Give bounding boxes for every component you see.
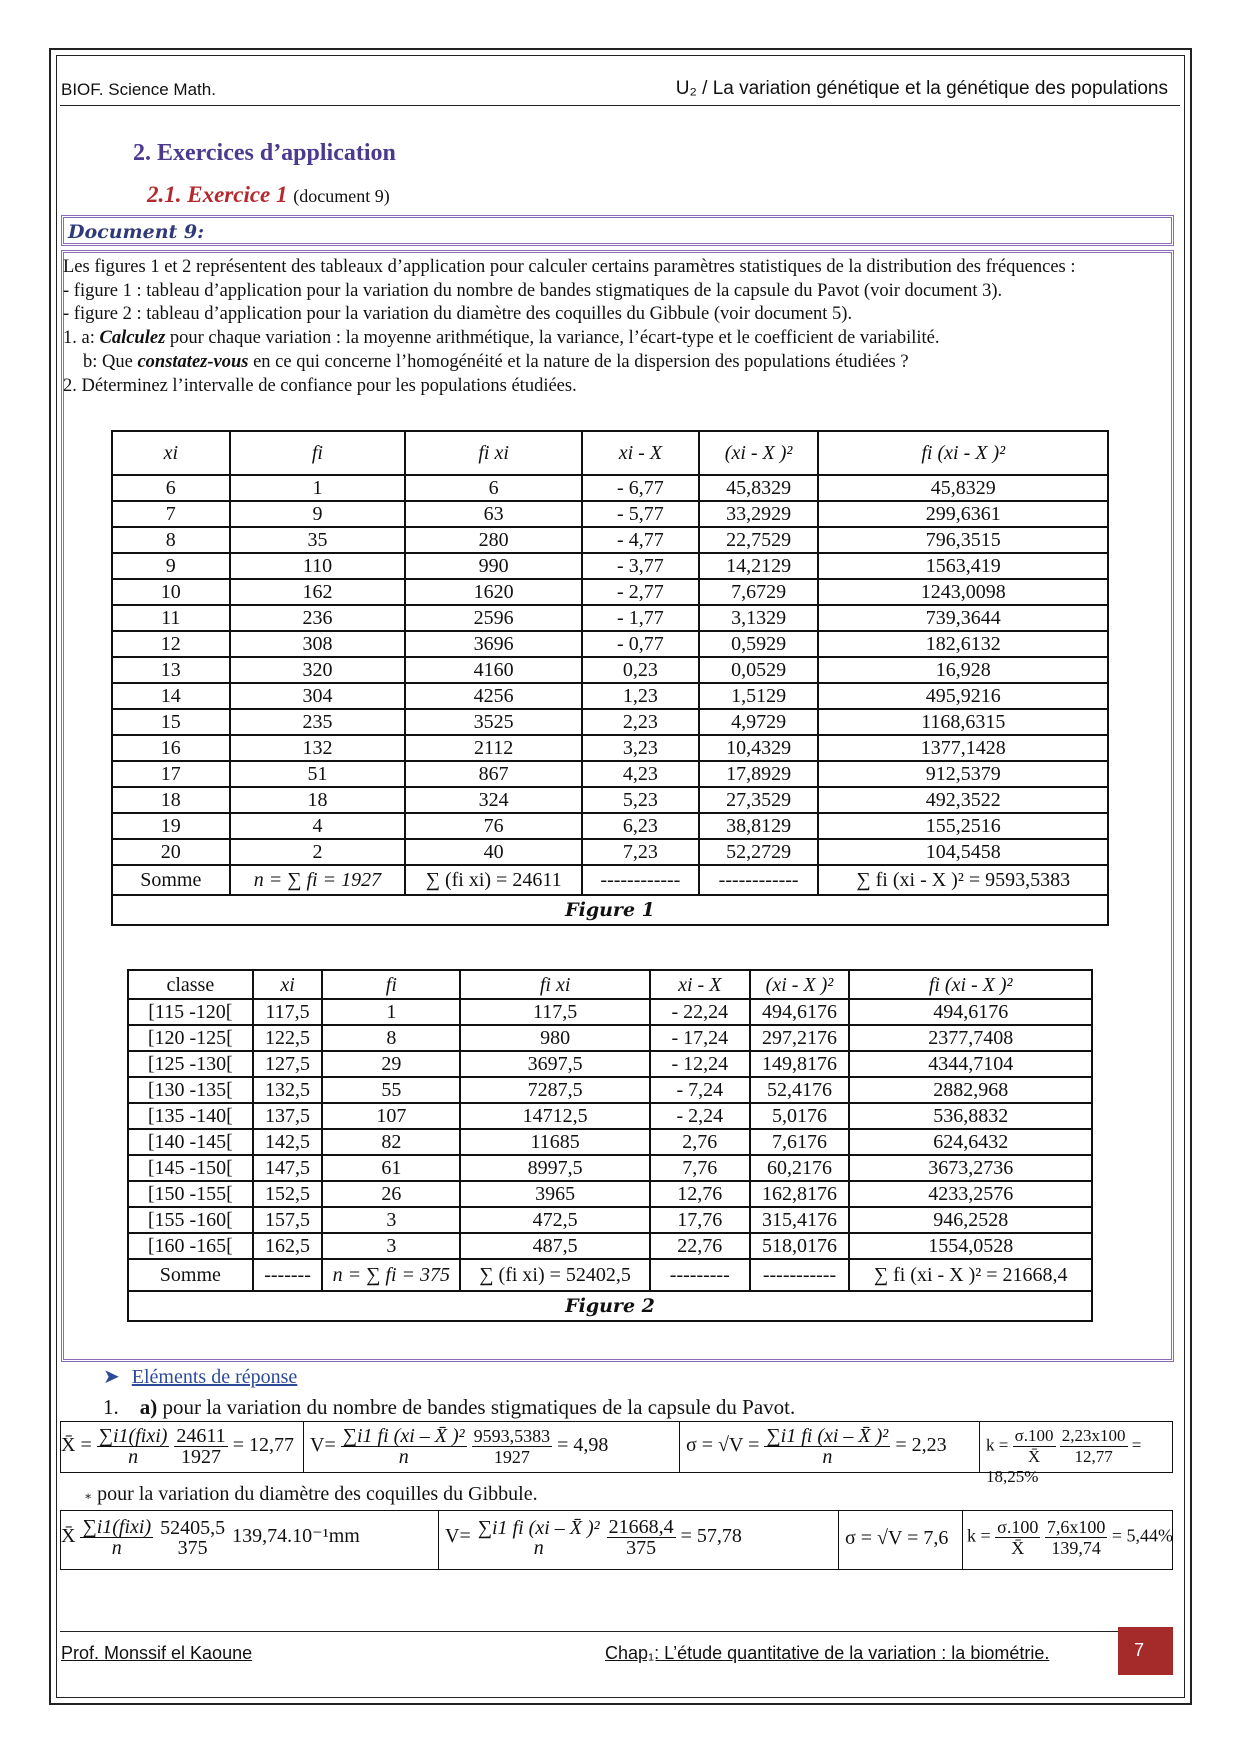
- answer-line-1: 1. a) pour la variation du nombre de bandes stigmatiques de la capsule du Pavot.: [103, 1395, 796, 1419]
- figure1-cell: 19: [112, 813, 230, 839]
- figure1-cell: 4: [230, 813, 406, 839]
- gibbule-std-dev: σ = √V = 7,6: [839, 1511, 963, 1569]
- answers-title: ➤ Eléments de réponse: [103, 1366, 298, 1388]
- figure1-cell: 14,2129: [699, 553, 819, 579]
- section-title: 2. Exercices d’application: [133, 140, 396, 166]
- figure2-cell: 152,5: [253, 1181, 323, 1207]
- figure2-cell: 487,5: [460, 1233, 650, 1259]
- fig2-sum-cell: Somme: [128, 1259, 253, 1291]
- figure2-cell: 162,5: [253, 1233, 323, 1259]
- figure2-cell: - 7,24: [650, 1077, 750, 1103]
- figure1-cell: 2,23: [582, 709, 699, 735]
- figure2-cell: 26: [322, 1181, 460, 1207]
- fig1-sum-cell: ∑ (fi xi) = 24611: [405, 865, 582, 895]
- figure1-row: [112, 527, 1108, 553]
- figure1-cell: 492,3522: [818, 787, 1108, 813]
- figure1-cell: 13: [112, 657, 230, 683]
- header-right: U₂ / La variation génétique et la génétique des populations: [675, 78, 1168, 99]
- figure2-cell: 3: [322, 1207, 460, 1233]
- figure2-row: [128, 1077, 1092, 1103]
- figure2-row: [128, 999, 1092, 1025]
- figure2-cell: - 22,24: [650, 999, 750, 1025]
- gibbule-coefficient: k = $\frac{\sigma.100}{X̄}$ $\frac{7,6x100}{139,74}$ = 5,44%: [967, 1517, 1174, 1558]
- figure1-cell: - 1,77: [582, 605, 699, 631]
- document-text: [63, 256, 1163, 398]
- figure2-cell: 3: [322, 1233, 460, 1259]
- figure1-cell: 110: [230, 553, 406, 579]
- figure1-cell: 739,3644: [818, 605, 1108, 631]
- figure2-cell: [115 -120[: [128, 999, 253, 1025]
- figure1-cell: 20: [112, 839, 230, 865]
- figure2-cell: [140 -145[: [128, 1129, 253, 1155]
- figure1-cell: 7,6729: [699, 579, 819, 605]
- fig1-header: xi - X: [582, 431, 699, 475]
- figure1-cell: 45,8329: [818, 475, 1108, 501]
- figure1-cell: 304: [230, 683, 406, 709]
- figure1-cell: 16: [112, 735, 230, 761]
- fig2-sum-cell: -----------: [750, 1259, 850, 1291]
- figure1-row: [112, 761, 1108, 787]
- figure2-cell: 518,0176: [750, 1233, 850, 1259]
- figure1-cell: 14: [112, 683, 230, 709]
- fig1-sum-cell: ------------: [582, 865, 699, 895]
- figure2-row: [128, 1207, 1092, 1233]
- fig2-sum-cell: n = ∑ fi = 375: [322, 1259, 460, 1291]
- figure2-caption: Figure 2: [128, 1291, 1092, 1321]
- figure1-cell: 3,23: [582, 735, 699, 761]
- figure2-cell: 624,6432: [849, 1129, 1092, 1155]
- figure2-row: [128, 1129, 1092, 1155]
- figure2-row: [128, 1233, 1092, 1259]
- figure2-cell: [130 -135[: [128, 1077, 253, 1103]
- figure1-cell: - 0,77: [582, 631, 699, 657]
- figure1-cell: 308: [230, 631, 406, 657]
- fig1-sum-cell: ------------: [699, 865, 819, 895]
- figure1-cell: 104,5458: [818, 839, 1108, 865]
- figure1-cell: 2112: [405, 735, 582, 761]
- figure1-caption-row: [112, 895, 1108, 925]
- question-1b: b: Que constatez-vous en ce qui concerne l’homogénéité et la nature de la dispersion des populations étudiées ?: [83, 351, 909, 372]
- figure1-sum-row: [112, 865, 1108, 895]
- exercise-subtitle: 2.1. Exercice 1: [147, 182, 288, 207]
- fig1-header: fi: [230, 431, 406, 475]
- pavot-std-dev: σ = √V = $\frac{\text{∑i1 fi (xi – X̄ )²}}{n}$ = 2,23: [680, 1422, 980, 1472]
- figure2-cell: - 17,24: [650, 1025, 750, 1051]
- figure2-sum-row: [128, 1259, 1092, 1291]
- figure1-cell: 17,8929: [699, 761, 819, 787]
- figure2-cell: 2377,7408: [849, 1025, 1092, 1051]
- figure1-cell: 2: [230, 839, 406, 865]
- figure2-cell: [150 -155[: [128, 1181, 253, 1207]
- figure1-cell: 22,7529: [699, 527, 819, 553]
- figure1-cell: 3696: [405, 631, 582, 657]
- figure1-row: [112, 683, 1108, 709]
- fig2-header: classe: [128, 970, 253, 999]
- figure2-row: [128, 1103, 1092, 1129]
- figure2-cell: 61: [322, 1155, 460, 1181]
- figure1-cell: 235: [230, 709, 406, 735]
- header-rule: [60, 105, 1180, 106]
- figure2-cell: 946,2528: [849, 1207, 1092, 1233]
- figure1-cell: 9: [230, 501, 406, 527]
- figure1-cell: 912,5379: [818, 761, 1108, 787]
- figure1-cell: 9: [112, 553, 230, 579]
- figure1-cell: 4,23: [582, 761, 699, 787]
- figure2-cell: [125 -130[: [128, 1051, 253, 1077]
- figure1-cell: - 3,77: [582, 553, 699, 579]
- figure1-cell: 35: [230, 527, 406, 553]
- figure1-row: [112, 631, 1108, 657]
- figure2-cell: 12,76: [650, 1181, 750, 1207]
- fig1-sum-cell: Somme: [112, 865, 230, 895]
- figure1-row: [112, 735, 1108, 761]
- figure2-cell: 472,5: [460, 1207, 650, 1233]
- footer-chapter: Chap₁: L’étude quantitative de la variation : la biométrie.: [605, 1643, 1050, 1663]
- fig1-header: fi (xi - X )²: [818, 431, 1108, 475]
- answer-line-2: ∗ pour la variation du diamètre des coquilles du Gibbule.: [84, 1483, 538, 1505]
- figure1-cell: 6,23: [582, 813, 699, 839]
- figure2-row: [128, 1181, 1092, 1207]
- figure2-cell: 149,8176: [750, 1051, 850, 1077]
- gibbule-mean: X̄ $\frac{\text{∑i1(fixi)}}{n}$ 52405,5 375 139,74.10⁻¹mm: [61, 1511, 439, 1569]
- figure1-cell: 162: [230, 579, 406, 605]
- fig1-sum-cell: n = ∑ fi = 1927: [230, 865, 406, 895]
- figure1-cell: 10: [112, 579, 230, 605]
- figure2-row: [128, 1051, 1092, 1077]
- figure2-cell: 147,5: [253, 1155, 323, 1181]
- figure1-cell: 38,8129: [699, 813, 819, 839]
- figure2-cell: 132,5: [253, 1077, 323, 1103]
- fig2-header: xi - X: [650, 970, 750, 999]
- figure2-cell: [160 -165[: [128, 1233, 253, 1259]
- figure2-cell: 7287,5: [460, 1077, 650, 1103]
- figure1-cell: 6: [112, 475, 230, 501]
- fig1-header: fi xi: [405, 431, 582, 475]
- pavot-formulas: [60, 1421, 1173, 1486]
- fig1-header: (xi - X )²: [699, 431, 819, 475]
- figure2-cell: 117,5: [253, 999, 323, 1025]
- figure1-cell: 5,23: [582, 787, 699, 813]
- figure2-cell: 14712,5: [460, 1103, 650, 1129]
- figure1-cell: 12: [112, 631, 230, 657]
- figure1-cell: 17: [112, 761, 230, 787]
- figure1-cell: 11: [112, 605, 230, 631]
- fig2-sum-cell: -------: [253, 1259, 323, 1291]
- fig2-header: fi xi: [460, 970, 650, 999]
- figure2-cell: 22,76: [650, 1233, 750, 1259]
- figure2-cell: 17,76: [650, 1207, 750, 1233]
- figure1-cell: 1: [230, 475, 406, 501]
- figure1-cell: 51: [230, 761, 406, 787]
- figure2-cell: 4344,7104: [849, 1051, 1092, 1077]
- figure2-cell: 7,6176: [750, 1129, 850, 1155]
- figure1-cell: 27,3529: [699, 787, 819, 813]
- figure2-cell: 494,6176: [750, 999, 850, 1025]
- figure1-row: [112, 501, 1108, 527]
- figure2-cell: 60,2176: [750, 1155, 850, 1181]
- figure1-cell: 990: [405, 553, 582, 579]
- figure1-cell: 4160: [405, 657, 582, 683]
- figure1-cell: 18: [230, 787, 406, 813]
- figure1-cell: 1563,419: [818, 553, 1108, 579]
- figure1-cell: 132: [230, 735, 406, 761]
- question-1a: 1. a: Calculez pour chaque variation : la moyenne arithmétique, la variance, l’écart-type et le coefficient de variabilité.: [63, 328, 940, 349]
- figure1-cell: 7: [112, 501, 230, 527]
- figure2-cell: 8: [322, 1025, 460, 1051]
- figure2-cell: 107: [322, 1103, 460, 1129]
- figure2-cell: 82: [322, 1129, 460, 1155]
- figure1-cell: 3525: [405, 709, 582, 735]
- fig2-sum-cell: ∑ fi (xi - X )² = 21668,4: [849, 1259, 1092, 1291]
- figure1-cell: 7,23: [582, 839, 699, 865]
- figure2-cell: 536,8832: [849, 1103, 1092, 1129]
- figure2-cell: 8997,5: [460, 1155, 650, 1181]
- figure2-cell: [120 -125[: [128, 1025, 253, 1051]
- figure2-cell: 4233,2576: [849, 1181, 1092, 1207]
- figure2-cell: 157,5: [253, 1207, 323, 1233]
- fig2-header: xi: [253, 970, 323, 999]
- figure1-cell: 320: [230, 657, 406, 683]
- figure1-cell: 2596: [405, 605, 582, 631]
- figure1-cell: 6: [405, 475, 582, 501]
- figure2-cell: 3673,2736: [849, 1155, 1092, 1181]
- figure1-cell: 3,1329: [699, 605, 819, 631]
- figure1-cell: 4256: [405, 683, 582, 709]
- figure1-cell: 16,928: [818, 657, 1108, 683]
- figure2-cell: 1554,0528: [849, 1233, 1092, 1259]
- figure1-cell: 299,6361: [818, 501, 1108, 527]
- figure2-cell: 494,6176: [849, 999, 1092, 1025]
- figure2-cell: 1: [322, 999, 460, 1025]
- figure2-cell: 55: [322, 1077, 460, 1103]
- fig2-header: fi (xi - X )²: [849, 970, 1092, 999]
- figure1-cell: 0,0529: [699, 657, 819, 683]
- figure2-cell: 3697,5: [460, 1051, 650, 1077]
- figure1-cell: 1,5129: [699, 683, 819, 709]
- fig2-description: - figure 2 : tableau d’application pour la variation du diamètre des coquilles du Gibbule (voir document 5).: [63, 304, 853, 325]
- figure1-cell: 40: [405, 839, 582, 865]
- figure2-cell: 315,4176: [750, 1207, 850, 1233]
- pavot-mean: X̄ = $\frac{\text{∑i1(fixi)}}{n}$ $\frac{24611}{1927}$ = 12,77: [61, 1422, 304, 1472]
- figure2-cell: 7,76: [650, 1155, 750, 1181]
- figure2-header-row: [128, 970, 1092, 999]
- figure2-row: [128, 1155, 1092, 1181]
- figure1-cell: 1168,6315: [818, 709, 1108, 735]
- figure1-cell: 155,2516: [818, 813, 1108, 839]
- exercise-title: [147, 182, 390, 208]
- figure2-caption-row: [128, 1291, 1092, 1321]
- figure2-cell: - 2,24: [650, 1103, 750, 1129]
- figure1-cell: 236: [230, 605, 406, 631]
- fig2-sum-cell: ∑ (fi xi) = 52402,5: [460, 1259, 650, 1291]
- figure1-row: [112, 657, 1108, 683]
- document-label: Document 9:: [61, 215, 1174, 246]
- figure1-cell: 796,3515: [818, 527, 1108, 553]
- fig2-header: (xi - X )²: [750, 970, 850, 999]
- figure1-cell: 33,2929: [699, 501, 819, 527]
- figure2-table: [127, 969, 1093, 1322]
- figure2-cell: 2,76: [650, 1129, 750, 1155]
- fig2-sum-cell: ---------: [650, 1259, 750, 1291]
- figure1-row: [112, 605, 1108, 631]
- figure1-cell: 52,2729: [699, 839, 819, 865]
- exercise-ref: (document 9): [293, 186, 390, 206]
- figure1-cell: - 5,77: [582, 501, 699, 527]
- figure2-cell: 137,5: [253, 1103, 323, 1129]
- figure1-cell: 76: [405, 813, 582, 839]
- figure2-cell: [155 -160[: [128, 1207, 253, 1233]
- figure2-cell: 3965: [460, 1181, 650, 1207]
- figure1-row: [112, 579, 1108, 605]
- figure1-row: [112, 787, 1108, 813]
- figure1-cell: - 6,77: [582, 475, 699, 501]
- figure1-cell: 324: [405, 787, 582, 813]
- figure2-cell: 11685: [460, 1129, 650, 1155]
- figure1-cell: 10,4329: [699, 735, 819, 761]
- fig1-header: xi: [112, 431, 230, 475]
- figure2-cell: [135 -140[: [128, 1103, 253, 1129]
- figure1-cell: 1243,0098: [818, 579, 1108, 605]
- gibbule-formulas: [60, 1510, 1173, 1570]
- fig1-sum-cell: ∑ fi (xi - X )² = 9593,5383: [818, 865, 1108, 895]
- footer-rule: [60, 1631, 1172, 1632]
- figure2-cell: 127,5: [253, 1051, 323, 1077]
- figure2-cell: 2882,968: [849, 1077, 1092, 1103]
- figure1-cell: - 4,77: [582, 527, 699, 553]
- figure1-cell: 280: [405, 527, 582, 553]
- figure1-cell: 1620: [405, 579, 582, 605]
- header-left: BIOF. Science Math.: [61, 80, 216, 99]
- figure1-cell: 4,9729: [699, 709, 819, 735]
- figure1-row: [112, 709, 1108, 735]
- figure1-cell: - 2,77: [582, 579, 699, 605]
- page-number: 7: [1118, 1627, 1173, 1675]
- figure1-cell: 45,8329: [699, 475, 819, 501]
- figure1-row: [112, 839, 1108, 865]
- pavot-coefficient: k = $\frac{\sigma.100}{X̄}$ $\frac{2,23x100}{12,77}$ = 18,25%: [986, 1426, 1142, 1486]
- figure1-cell: 15: [112, 709, 230, 735]
- figure1-cell: 495,9216: [818, 683, 1108, 709]
- figure2-cell: 142,5: [253, 1129, 323, 1155]
- figure1-cell: 0,23: [582, 657, 699, 683]
- figure1-cell: 182,6132: [818, 631, 1108, 657]
- figure2-cell: 5,0176: [750, 1103, 850, 1129]
- figure1-row: [112, 553, 1108, 579]
- figure1-caption: Figure 1: [112, 895, 1108, 925]
- figure2-cell: 122,5: [253, 1025, 323, 1051]
- figure2-cell: [145 -150[: [128, 1155, 253, 1181]
- gibbule-variance: V= ∑i1 fi (xi – X̄ )² n $\frac{21668,4}{375}$ = 57,78: [439, 1511, 839, 1569]
- figure2-cell: 162,8176: [750, 1181, 850, 1207]
- question-2: 2. Déterminez l’intervalle de confiance pour les populations étudiées.: [63, 375, 577, 396]
- pavot-variance: V= $\frac{\text{∑i1 fi (xi – X̄ )²}}{n}$ $\frac{9593,5383}{1927}$ = 4,98: [304, 1422, 680, 1472]
- figure2-cell: - 12,24: [650, 1051, 750, 1077]
- figure1-table: [111, 430, 1109, 926]
- figure1-header-row: [112, 431, 1108, 475]
- figure2-cell: 297,2176: [750, 1025, 850, 1051]
- figure1-cell: 1377,1428: [818, 735, 1108, 761]
- figure1-row: [112, 475, 1108, 501]
- fig1-description: - figure 1 : tableau d’application pour la variation du nombre de bandes stigmatiques de la capsule du Pavot (voir document 3).: [63, 280, 1003, 301]
- figure2-cell: 29: [322, 1051, 460, 1077]
- figure2-row: [128, 1025, 1092, 1051]
- intro-paragraph: Les figures 1 et 2 représentent des tableaux d’application pour calculer certains paramètres statistiques de la distribution des fréquences :: [63, 257, 1076, 277]
- arrow-icon: ➤: [103, 1366, 120, 1388]
- figure1-cell: 1,23: [582, 683, 699, 709]
- fig2-header: fi: [322, 970, 460, 999]
- figure1-cell: 63: [405, 501, 582, 527]
- figure1-row: [112, 813, 1108, 839]
- figure2-cell: 117,5: [460, 999, 650, 1025]
- figure1-cell: 0,5929: [699, 631, 819, 657]
- figure2-cell: 52,4176: [750, 1077, 850, 1103]
- figure2-cell: 980: [460, 1025, 650, 1051]
- figure1-cell: 867: [405, 761, 582, 787]
- figure1-cell: 18: [112, 787, 230, 813]
- figure1-cell: 8: [112, 527, 230, 553]
- footer-author: Prof. Monssif el Kaoune: [61, 1643, 253, 1663]
